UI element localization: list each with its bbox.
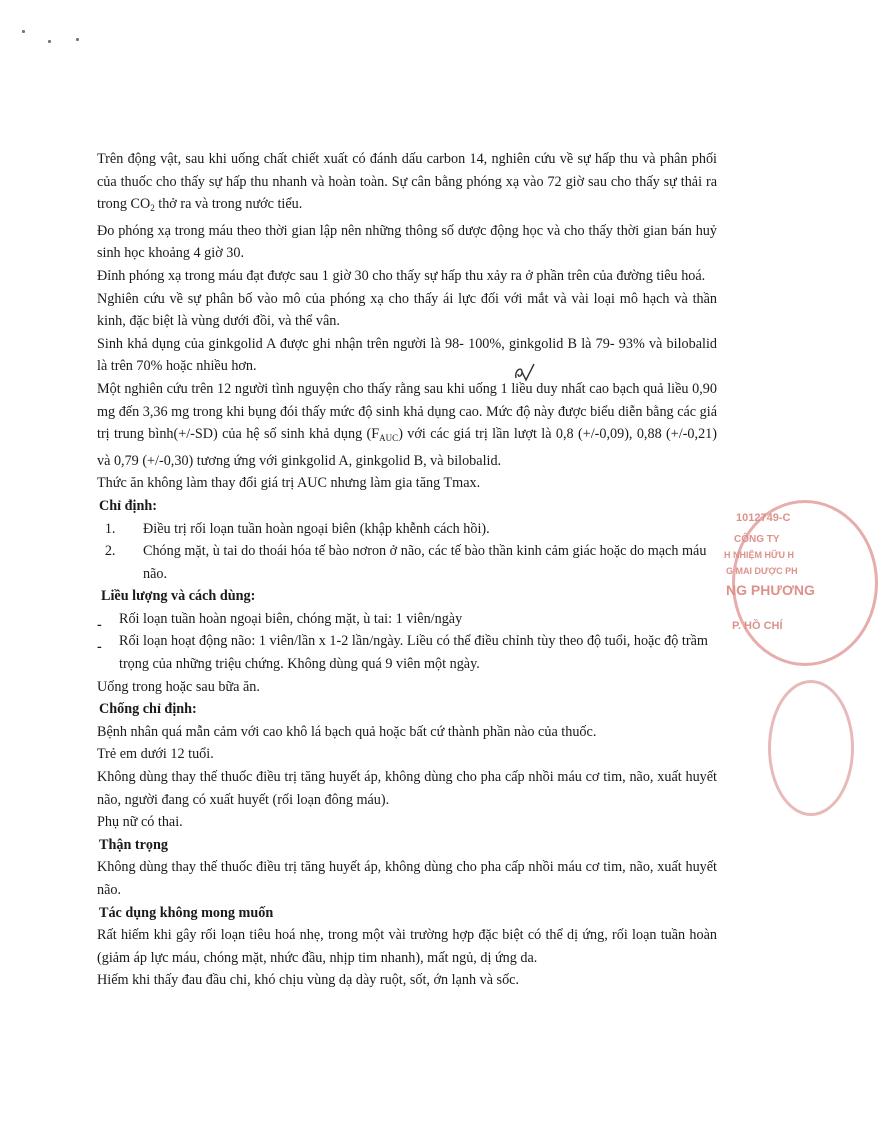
list-item [97,630,717,675]
paragraph-text: Một nghiên cứu trên 12 người tình nguyện cho thấy rằng sau khi uống 1 liều duy nhất cao bạch quả liều 0,90 mg đến 3,36 mg trong khi bụng đói thấy mức độ sinh khả dụng cao. Mức độ này được biểu diễn bằng các giá trị trung bình(+/-SD) của hệ số sinh khả dụng (F [97,380,717,443]
half-life-paragraph: Đo phóng xạ trong máu theo thời gian lập nên những thông số dược động học và cho thấy thời gian bán huỷ sinh học khoảng 4 giờ 30. [97,222,717,262]
pharmacokinetics-paragraph [97,148,717,220]
co2-subscript: 2 [150,203,155,214]
co2-text: CO [130,196,151,213]
auc-subscript: AUC [379,433,399,444]
list-item: 2. Chóng mặt, ù tai do thoái hóa tế bào nơron ở não, các tế bào thần kinh cảm giác hoặc do mạch máu não. [119,540,717,585]
stamp-text: CÔNG TY [734,534,780,545]
stamp-text: P. HỒ CHÍ [732,620,783,632]
side-effects-heading: Tác dụng không mong muốn [99,904,274,921]
peak-paragraph: Đỉnh phóng xạ trong máu đạt được sau 1 giờ 30 cho thấy sự hấp thu xảy ra ở phần trên của đường tiêu hoá. [97,267,706,284]
handwritten-mark-icon [512,362,536,384]
stamp-text: NG PHƯƠNG [726,582,815,598]
contraindication-line: Phụ nữ có thai. [97,814,183,831]
side-effects-text: Hiếm khi thấy đau đầu chi, khó chịu vùng dạ dày ruột, sốt, ớn lạnh và sốc. [97,972,520,989]
document-body [97,148,717,992]
precautions-heading: Thận trọng [99,836,168,853]
dosage-item-1: Rối loạn tuần hoàn ngoại biên, chóng mặt, ù tai: 1 viên/ngày [119,610,463,627]
scan-speck [76,38,79,41]
list-item: 1. Điều trị rối loạn tuần hoàn ngoại biên (khập khễnh cách hồi). [119,518,717,541]
paragraph-text: thở ra và trong nước tiểu. [154,196,303,213]
list-item [97,608,717,631]
paragraph-text: ) với các giá trị lần lượt là 0,8 (+/-0,09), 0,88 (+/-0,21) và 0,79 (+/-0,30) tương ứng với ginkgolid A, ginkgolid B, và bilobalid. [97,426,717,469]
bioavailability-paragraph: Sinh khả dụng của ginkgolid A được ghi nhận trên người là 98- 100%, ginkgolid B là 79- 93% và bilobalid là trên 70% hoặc nhiều hơn. [97,335,717,375]
contraindications-heading: Chống chỉ định: [99,701,197,718]
dosage-item-2: Rối loạn hoạt động não: 1 viên/lần x 1-2 lần/ngày. Liều có thể điều chỉnh tùy theo độ tuổi, hoặc độ trầm trọng của những triệu chứng. Không dùng quá 9 viên một ngày. [119,633,708,673]
stamp-text: H NHIỆM HỮU H [724,550,794,560]
company-stamp [722,500,832,660]
indications-list [97,518,717,586]
contraindication-line: Trẻ em dưới 12 tuổi. [97,746,214,763]
dosage-note: Uống trong hoặc sau bữa ăn. [97,678,260,695]
partial-seal [768,680,854,816]
dash-bullet: - [97,639,102,656]
side-effects-text: Rất hiếm khi gây rối loạn tiêu hoá nhẹ, trong một vài trường hợp đặc biệt có thể dị ứng, rối loạn tuần hoàn (giảm áp lực máu, chóng mặt, nhức đầu, nhịp tim nhanh), mất ngủ, dị ứng da. [97,927,717,966]
scan-speck [22,30,25,33]
scan-speck [48,40,51,43]
stamp-text: G MAI DƯỢC PH [726,566,798,576]
contraindication-line: Không dùng thay thế thuốc điều trị tăng huyết áp, không dùng cho pha cấp nhồi máu cơ tim, não, xuất huyết não, người đang có xuất huyết (rối loạn đông máu). [97,769,717,808]
contraindication-line: Bệnh nhân quá mẫn cảm với cao khô lá bạch quả hoặc bất cứ thành phần nào của thuốc. [97,723,597,740]
dosage-heading: Liều lượng và cách dùng: [101,588,256,605]
precautions-text: Không dùng thay thế thuốc điều trị tăng huyết áp, không dùng cho pha cấp nhồi máu cơ tim, não, xuất huyết não. [97,859,717,898]
food-paragraph: Thức ăn không làm thay đổi giá trị AUC nhưng làm gia tăng Tmax. [97,475,481,492]
paragraph-text: Trên động vật, sau khi uống chất chiết xuất có đánh dấu carbon 14, nghiên cứu về sự hấp thu và phân phối của thuốc cho thấy sự hấp thu nhanh và hoàn toàn. Sự cân bằng phóng xạ vào 72 giờ sau cho thấy sự thải ra trong [97,151,717,213]
distribution-paragraph: Nghiên cứu về sự phân bố vào mô của phóng xạ cho thấy ái lực đối với mắt và vài loại mô hạch và thần kinh, đặc biệt là vùng dưới đồi, và thể vân. [97,290,717,330]
dash-bullet: - [97,616,102,633]
stamp-text: 1012749-C [736,512,791,524]
indications-heading: Chỉ định: [99,497,157,514]
study-paragraph [97,378,717,472]
